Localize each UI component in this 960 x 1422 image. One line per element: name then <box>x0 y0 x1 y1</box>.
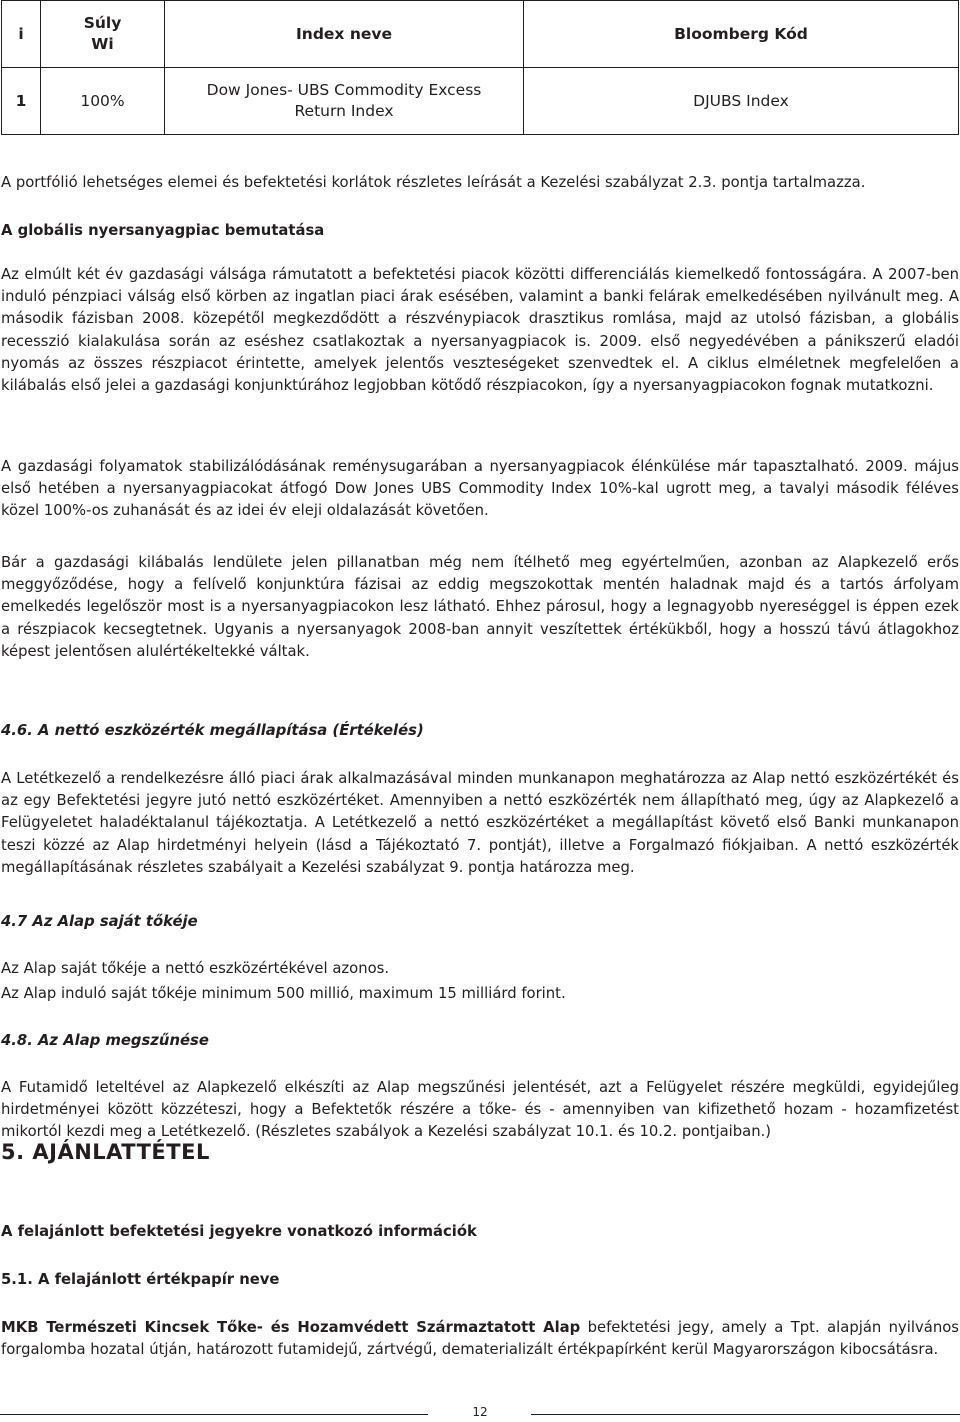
cell-index-line1: Dow Jones- UBS Commodity Excess <box>206 81 482 99</box>
paragraph-4-7-line1: Az Alap saját tőkéje a nettó eszközértékével azonos. <box>1 960 390 977</box>
header-weight-line1: Súly <box>83 14 122 32</box>
paragraph-4-8: A Futamidő leteltével az Alapkezelő elkészíti az Alap megszűnési jelentését, azt a Felügyelet részére megküldi, egyidejűleg hirdetményei között közzéteszi, hogy a Befektetők részére a tőke- és - amennyiben van kifizethető hozam - hozamfizetést mikortól kezdi meg a Letétkezelő. (Részletes szabályok a Kezelési szabályzat 10.1. és 10.2. pontjaiban.) <box>1 1079 959 1141</box>
heading-section-5: 5. AJÁNLATTÉTEL <box>1 1140 210 1164</box>
header-bloomberg: Bloomberg Kód <box>524 1 959 68</box>
header-weight-line2: Wi <box>91 35 114 53</box>
paragraph-5-1 <box>1 1317 959 1361</box>
cell-index-line2: Return Index <box>294 102 394 120</box>
global-paragraph-2: A gazdasági folyamatok stabilizálódásának reménysugarában a nyersanyagpiacok élénkülése már tapasztalható. 2009. május első hetében a nyersanyagpiacokat átfogó Dow Jones UBS Commodity Index 10%-kal ugrott meg, a tavalyi második féléves közel 100%-os zuhanását és az idei év eleji oldalazását követően. <box>1 458 959 520</box>
global-paragraph-1: Az elmúlt két év gazdasági válsága rámutatott a befektetési piacok közötti differenciálás kiemelkedő fontosságára. A 2007-ben induló pénzpiaci válság első körben az ingatlan piaci árak esésében, valamint a banki felárak emelkedésében nyilvánult meg. A második fázisban 2008. közepétől megkezdődött a részvénypiacok drasztikus romlása, majd az utolsó fázisban, a globális recesszió kialakulása során az eséshez csatlakoztak a nyersanyagpiacok is. 2009. első negyedévében a pánikszerű eladói nyomás az összes részpiacot érintette, amelyek jelentős veszteségeket szenvedtek el. A ciklus elméletnek megfelelően a kilábalás első jelei a gazdasági konjunktúrához legjobban kötődő részpiacokon, így a nyersanyagpiacokon fognak mutatkozni. <box>1 266 959 395</box>
subheading-offer-info: A felajánlott befektetési jegyekre vonatkozó információk <box>1 1223 477 1240</box>
paragraph-4-6: A Letétkezelő a rendelkezésre álló piaci árak alkalmazásával minden munkanapon meghatározza az Alap nettó eszközértékét és az egy Befektetési jegyre jutó nettó eszközértéket. Amennyiben a nettó eszközérték nem állapítható meg, úgy az Alapkezelő a Felügyeletet haladéktalanul tájékoztatja. A Letétkezelő a nettó eszközértéket a megállapítást követő első Banki munkanapon teszi közzé az Alap hirdetményi helyein (lásd a Tájékoztató 7. pontját), illetve a Forgalmazó fiókjaiban. A nettó eszközérték megállapításának részletes szabályait a Kezelési szabályzat 9. pontja határozza meg. <box>1 770 959 876</box>
heading-4-6: 4.6. A nettó eszközérték megállapítása (Értékelés) <box>1 722 424 739</box>
header-weight <box>41 1 165 68</box>
page-number: 12 <box>472 1405 488 1419</box>
heading-4-8: 4.8. Az Alap megszűnése <box>1 1032 209 1049</box>
intro-paragraph: A portfólió lehetséges elemei és befektetési korlátok részletes leírását a Kezelési szabályzat 2.3. pontja tartalmazza. <box>1 174 866 191</box>
header-i: i <box>2 1 41 68</box>
fund-name: MKB Természeti Kincsek Tőke- és Hozamvédett Származtatott Alap <box>1 1319 581 1336</box>
table-row <box>2 68 959 135</box>
table-header-row <box>2 1 959 68</box>
cell-weight: 100% <box>41 68 165 135</box>
paragraph-5-1-rest: befektetési jegy, amely a Tpt. alapján nyilvános forgalomba hozatal útján, határozott futamidejű, zártvégű, dematerializált értékpapírként kerül Magyarországon kibocsátásra. <box>1 1319 959 1359</box>
cell-bloomberg: DJUBS Index <box>524 68 959 135</box>
header-index-name: Index neve <box>165 1 524 68</box>
index-table <box>1 0 959 135</box>
heading-5-1: 5.1. A felajánlott értékpapír neve <box>1 1271 280 1288</box>
heading-4-7: 4.7 Az Alap saját tőkéje <box>1 913 198 930</box>
global-paragraph-3: Bár a gazdasági kilábalás lendülete jelen pillanatban még nem ítélhető meg egyértelműen, azonban az Alapkezelő erős meggyőződése, hogy a felívelő konjunktúra fázisai az eddig megszokottak mentén haladnak majd és a tartós árfolyam emelkedés legelőször most is a nyersanyagpiacokon lesz látható. Ehhez párosul, hogy a legnagyobb nyereséggel is éppen ezek a részpiacok kecsegtetnek. Ugyanis a nyersanyagok 2008-ban annyit veszítettek értékükből, hogy a hosszú távú átlagokhoz képest jelentősen alulértékeltekké váltak. <box>1 554 959 660</box>
cell-index-name <box>165 68 524 135</box>
heading-global-market: A globális nyersanyagpiac bemutatása <box>1 222 325 239</box>
cell-i: 1 <box>2 68 41 135</box>
paragraph-4-7-line2: Az Alap induló saját tőkéje minimum 500 millió, maximum 15 milliárd forint. <box>1 985 566 1002</box>
